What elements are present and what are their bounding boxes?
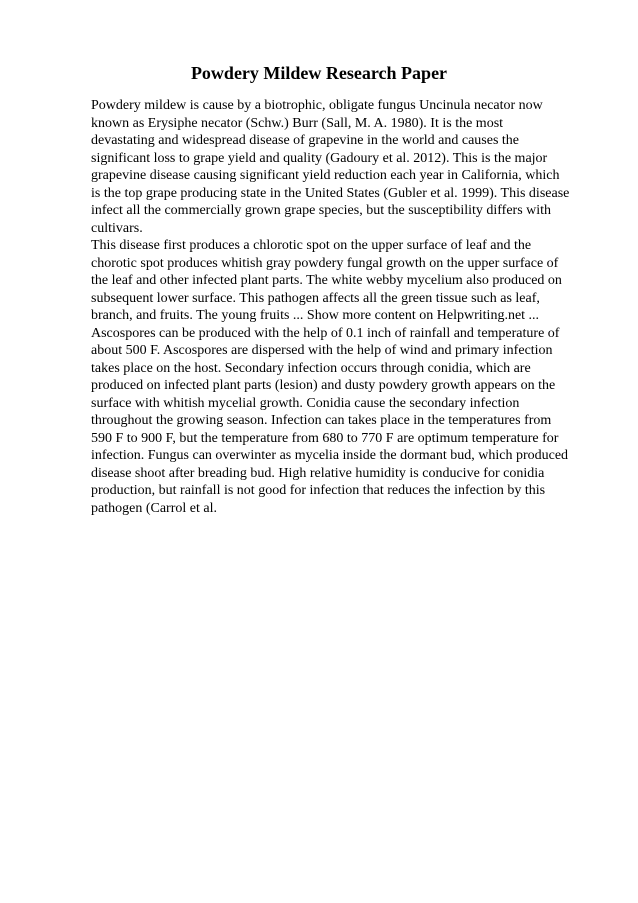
body-line: known as Erysiphe necator (Schw.) Burr (Sall, M. A. 1980). It is the most (91, 115, 504, 131)
body-line: infection. Fungus can overwinter as mycelia inside the dormant bud, which produced (91, 448, 569, 463)
body-line: disease shoot after breading bud. High relative humidity is conducive for conidia (91, 465, 545, 481)
body-line: infect all the commercially grown grape species, but the susceptibility differs with (91, 203, 552, 218)
body-line: grapevine disease causing significant yield reduction each year in California, which (91, 168, 560, 183)
body-line: This disease first produces a chlorotic spot on the upper surface of leaf and the (91, 238, 532, 253)
body-line: about 500 F. Ascospores are dispersed with the help of wind and primary infection (91, 343, 553, 358)
body-line: branch, and fruits. The young fruits ... Show more content on Helpwriting.net ... (91, 308, 540, 323)
body-line: significant loss to grape yield and quality (Gadoury et al. 2012). This is the major (91, 150, 548, 166)
body-line: surface with whitish mycelial growth. Conidia cause the secondary infection (91, 395, 520, 411)
body-line: the leaf and other infected plant parts. The white webby mycelium also produced on (91, 273, 562, 288)
document-title: Powdery Mildew Research Paper (190, 63, 448, 83)
body-line: throughout the growing season. Infection can takes place in the temperatures from (91, 413, 552, 428)
body-line: is the top grape producing state in the United States (Gubler et al. 1999). This disease (91, 185, 570, 201)
body-line: 590 F to 900 F, but the temperature from 680 to 770 F are optimum temperature for (91, 430, 559, 446)
body-line: cultivars. (91, 220, 143, 236)
body-line: devastating and widespread disease of grapevine in the world and causes the (91, 133, 520, 148)
body-line: takes place on the host. Secondary infection occurs through conidia, which are (91, 360, 531, 376)
body-line: production, but rainfall is not good for infection that reduces the infection by this (91, 483, 546, 498)
body-line: Powdery mildew is cause by a biotrophic, obligate fungus Uncinula necator now (91, 98, 543, 113)
body-line: chorotic spot produces whitish gray powdery fungal growth on the upper surface of (91, 255, 559, 271)
body-line: produced on infected plant parts (lesion) and dusty powdery growth appears on the (91, 378, 556, 393)
body-line: subsequent lower surface. This pathogen affects all the green tissue such as leaf, (91, 290, 540, 306)
body-line: pathogen (Carrol et al. (91, 500, 217, 516)
body-line: Ascospores can be produced with the help of 0.1 inch of rainfall and temperature of (91, 325, 560, 341)
document-body (91, 97, 593, 517)
